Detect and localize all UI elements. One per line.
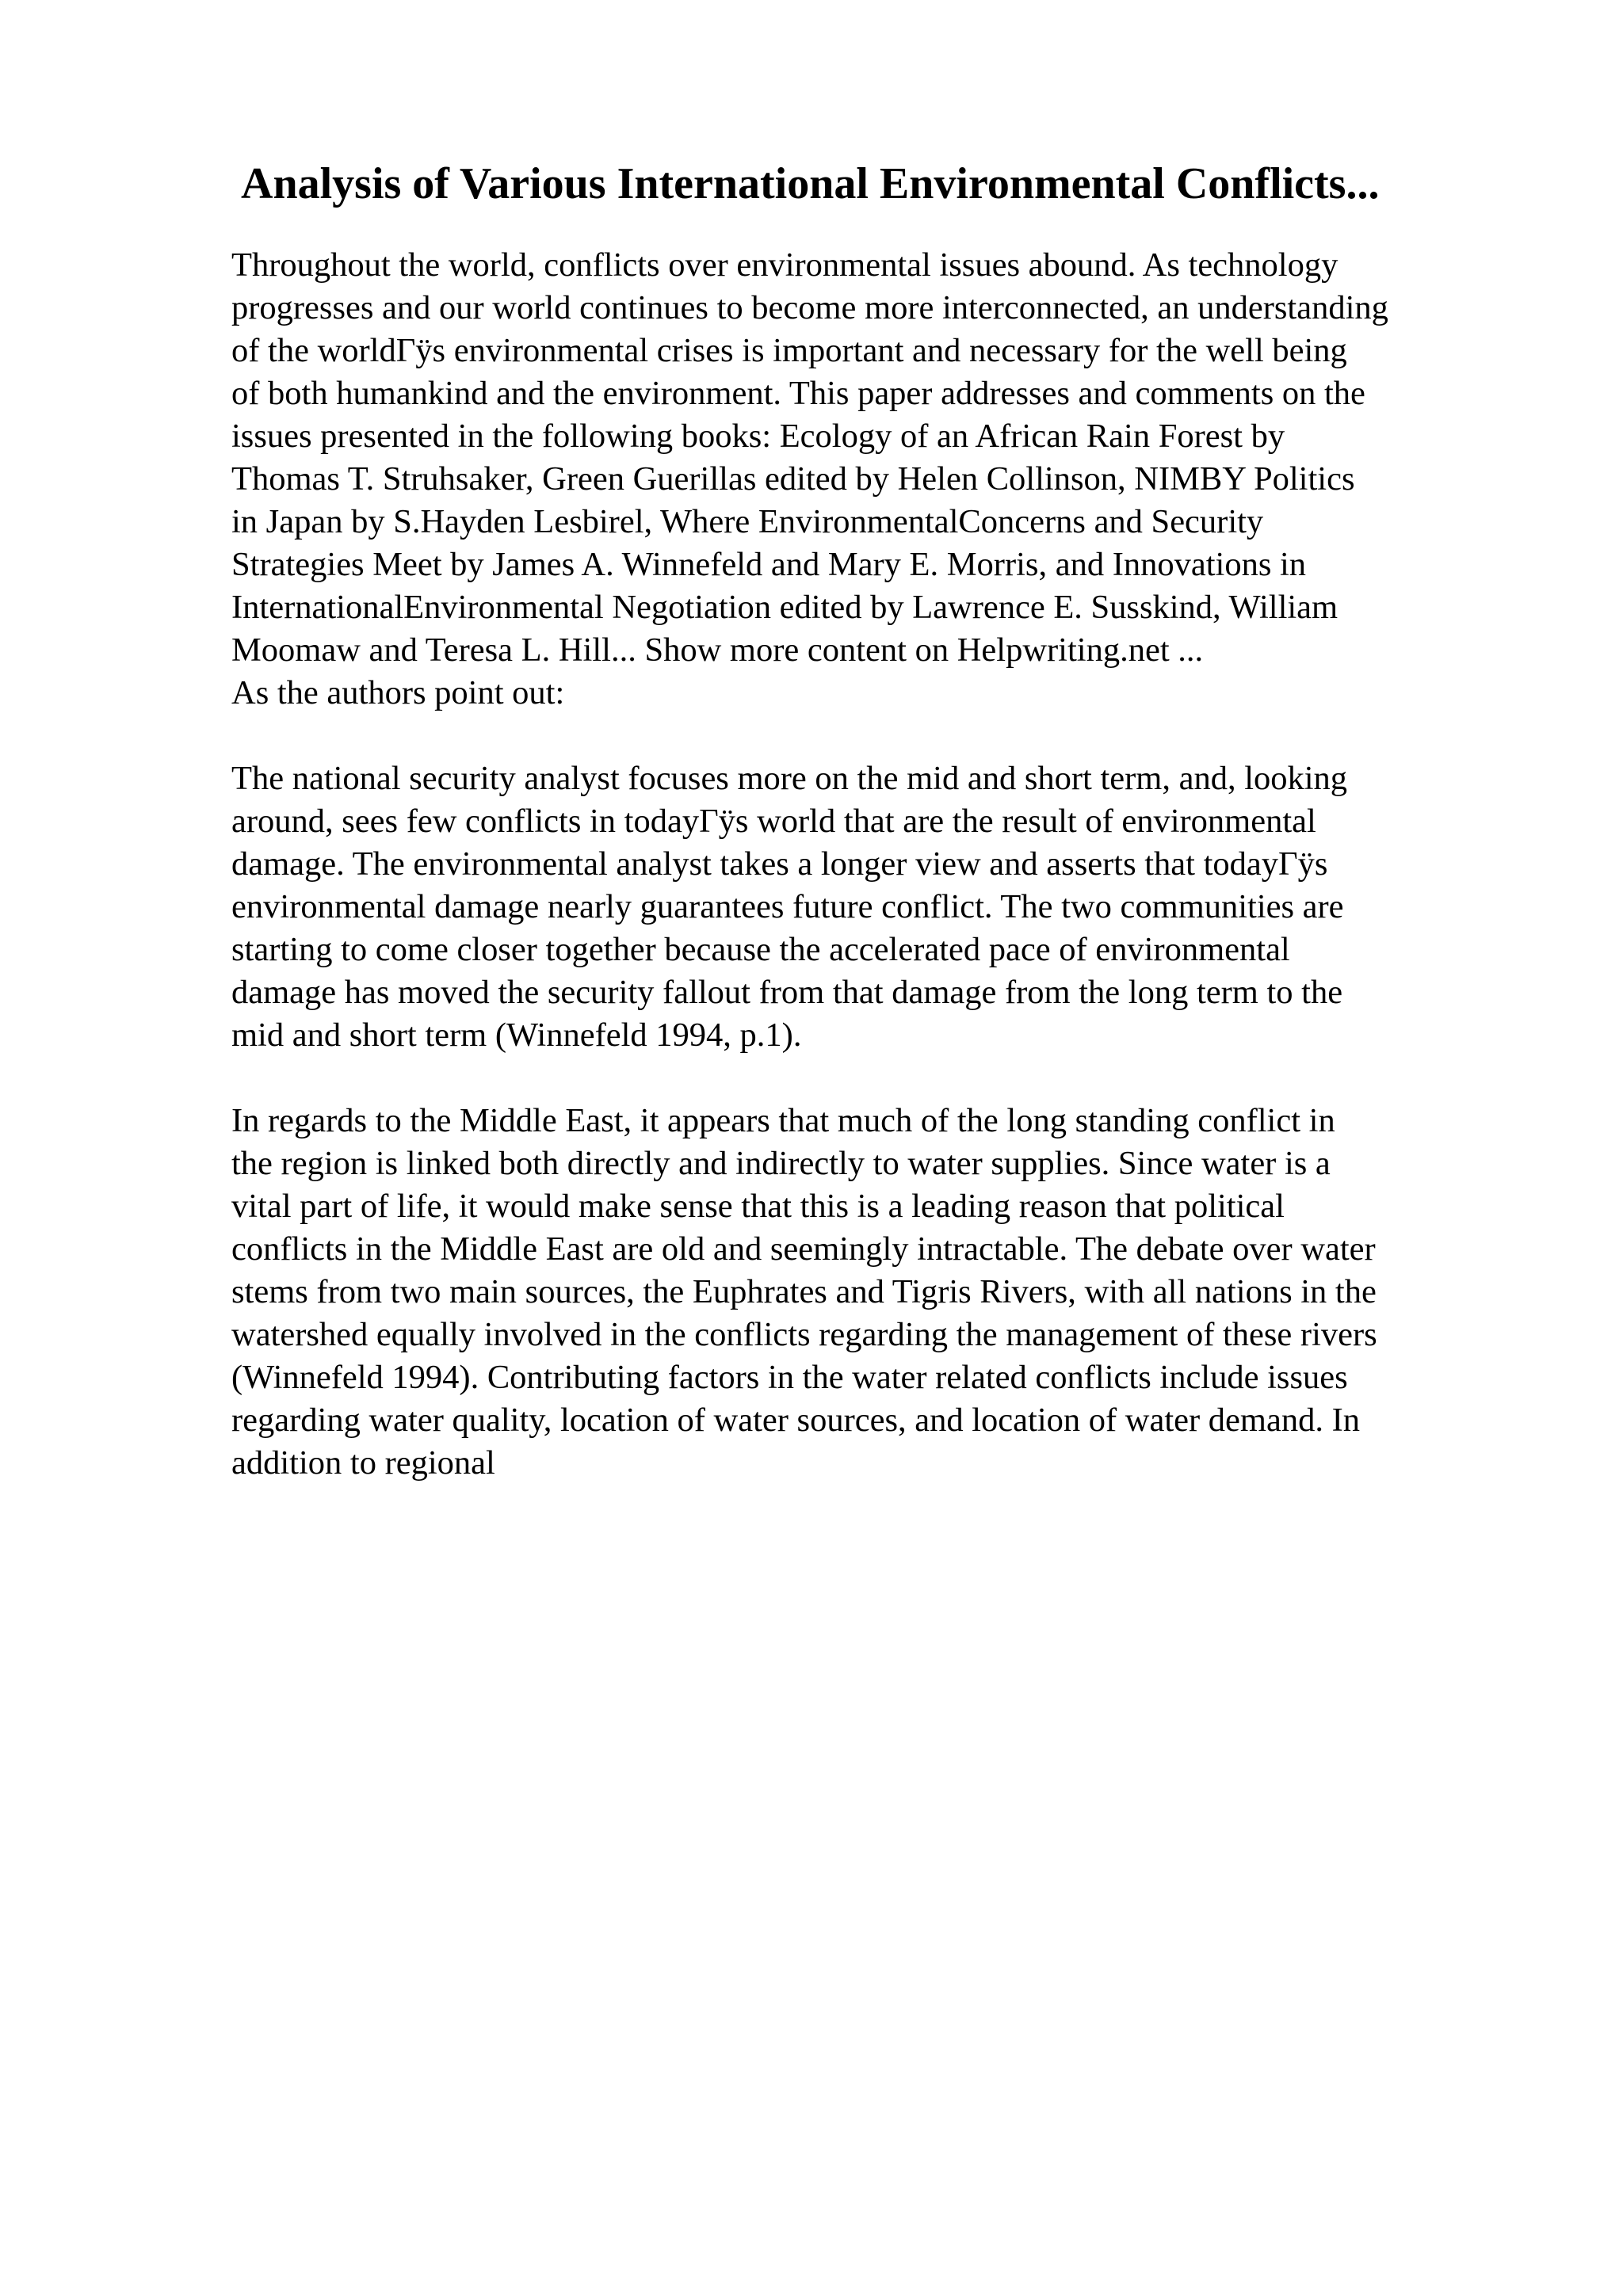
document-title: Analysis of Various International Environmental Conflicts... (241, 159, 1380, 208)
text-line: vital part of life, it would make sense that this is a leading reason that political (231, 1188, 1285, 1225)
text-line: (Winnefeld 1994). Contributing factors in the water related conflicts include issues (231, 1359, 1348, 1396)
text-line: In regards to the Middle East, it appears that much of the long standing conflict in (231, 1102, 1335, 1139)
text-line: Throughout the world, conflicts over environmental issues abound. As technology (231, 246, 1338, 284)
text-line: addition to regional (231, 1444, 495, 1482)
text-line: of both humankind and the environment. This paper addresses and comments on the (231, 375, 1365, 412)
text-line: Strategies Meet by James A. Winnefeld and Mary E. Morris, and Innovations in (231, 546, 1307, 583)
paragraph-spacer (231, 1057, 1531, 1100)
text-line: As the authors point out: (231, 674, 565, 711)
text-line: damage has moved the security fallout from that damage from the long term to the (231, 974, 1343, 1011)
text-line: progresses and our world continues to become more interconnected, an understanding (231, 289, 1388, 326)
text-line: damage. The environmental analyst takes a longer view and asserts that todayΓÿs (231, 845, 1328, 883)
text-line: regarding water quality, location of water sources, and location of water demand. In (231, 1402, 1360, 1439)
text-line: issues presented in the following books: Ecology of an African Rain Forest by (231, 418, 1285, 455)
text-line: mid and short term (Winnefeld 1994, p.1). (231, 1016, 802, 1054)
text-line: Thomas T. Struhsaker, Green Guerillas edited by Helen Collinson, NIMBY Politics (231, 460, 1355, 498)
text-line: in Japan by S.Hayden Lesbirel, Where EnvironmentalConcerns and Security (231, 503, 1264, 540)
text-line: of the worldΓÿs environmental crises is important and necessary for the well being (231, 332, 1347, 369)
text-line: environmental damage nearly guarantees future conflict. The two communities are (231, 888, 1344, 925)
text-line: starting to come closer together because the accelerated pace of environmental (231, 931, 1290, 968)
text-line: The national security analyst focuses more on the mid and short term, and, looking (231, 760, 1348, 797)
paragraph-intro (231, 244, 1531, 715)
text-line: InternationalEnvironmental Negotiation edited by Lawrence E. Susskind, William (231, 589, 1338, 626)
text-line: around, sees few conflicts in todayΓÿs world that are the result of environmental (231, 803, 1316, 840)
text-line: Moomaw and Teresa L. Hill... Show more content on Helpwriting.net ... (231, 631, 1204, 669)
text-line: the region is linked both directly and indirectly to water supplies. Since water is a (231, 1145, 1331, 1182)
paragraph-quote (231, 757, 1531, 1057)
paragraph-middle-east (231, 1100, 1531, 1485)
text-line: stems from two main sources, the Euphrates and Tigris Rivers, with all nations in the (231, 1273, 1377, 1310)
text-line: watershed equally involved in the conflicts regarding the management of these rivers (231, 1316, 1377, 1353)
text-line: conflicts in the Middle East are old and seemingly intractable. The debate over water (231, 1230, 1376, 1268)
paragraph-spacer (231, 715, 1531, 757)
document-body (231, 244, 1531, 1485)
